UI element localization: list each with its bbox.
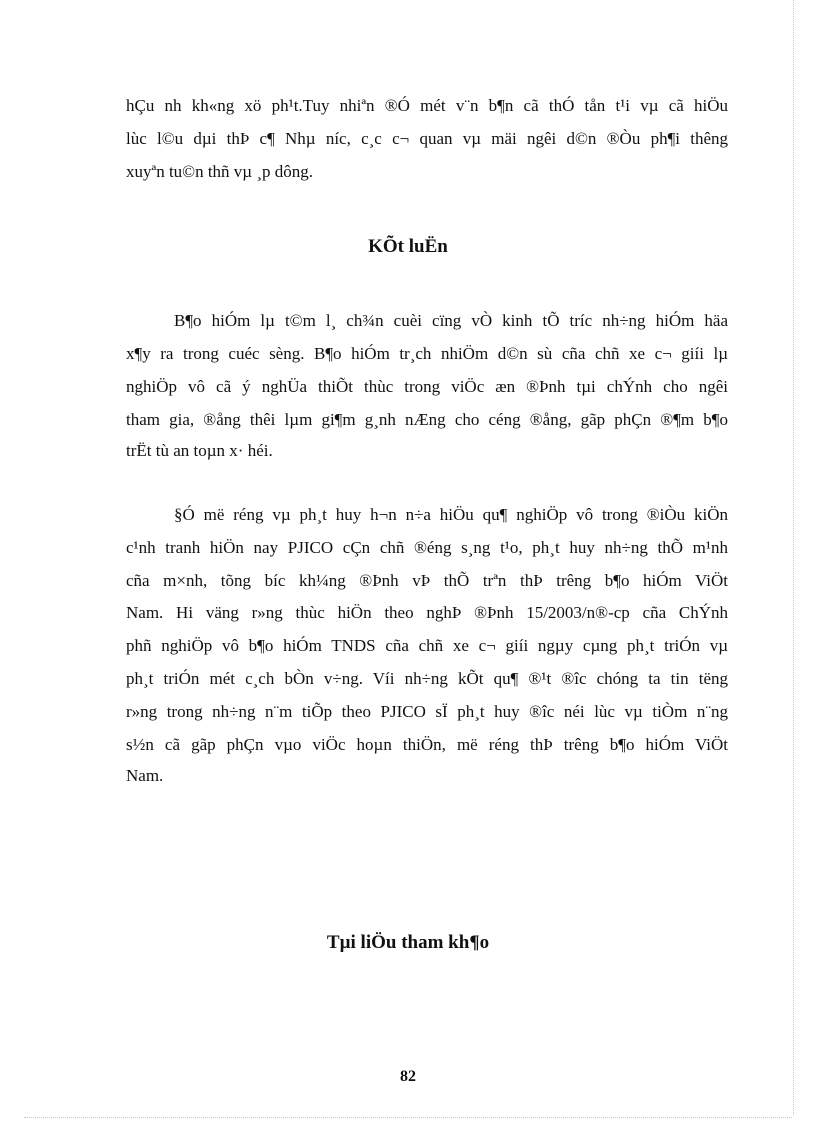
text-line: trËt tù an toµn x· héi. [126, 441, 273, 460]
section-heading-references: Tµi liÖu tham kh¶o [326, 932, 490, 953]
page-right-border [793, 0, 794, 1115]
text-line: cña m×nh, tõng bíc kh¼ng ®Þnh vÞ thÕ trªn thÞ trêng b¶o hiÓm ViÖt [126, 571, 728, 590]
text-line: nghiÖp vô cã ý nghÜa thiÕt thùc trong viÖc æn ®Þnh tµi chÝnh cho ngêi [126, 377, 728, 396]
text-line: Nam. [126, 766, 164, 785]
page-number: 82 [400, 1068, 416, 1085]
text-line: hÇu nh kh«ng xö ph¹t.Tuy nhiªn ®Ó mét v¨n b¶n cã thÓ tån t¹i vµ cã hiÖu [126, 96, 728, 115]
text-line: xuyªn tu©n thñ vµ ¸p dông. [126, 162, 314, 181]
text-line: lùc l©u dµi thÞ c¶ Nhµ níc, c¸c c¬ quan vµ mäi ngêi d©n ®Òu ph¶i thêng [126, 129, 728, 148]
text-line: ph¸t triÓn mét c¸ch bÒn v÷ng. Víi nh÷ng kÕt qu¶ ®¹t ®îc chóng ta tin tëng [126, 669, 728, 688]
text-line: §Ó më réng vµ ph¸t huy h¬n n÷a hiÖu qu¶ nghiÖp vô trong ®iÒu kiÖn [174, 505, 728, 524]
section-heading-conclusion: KÕt luËn [368, 236, 448, 257]
text-line: Nam. Hi väng r»ng thùc hiÖn theo nghÞ ®Þnh 15/2003/n®-cp cña ChÝnh [126, 603, 728, 622]
text-line: c¹nh tranh hiÖn nay PJICO cÇn chñ ®éng s¸ng t¹o, ph¸t huy nh÷ng thÕ m¹nh [126, 538, 728, 557]
text-line: r»ng trong nh÷ng n¨m tiÕp theo PJICO sÏ ph¸t huy ®îc néi lùc vµ tiÒm n¨ng [126, 702, 728, 721]
text-line: x¶y ra trong cuéc sèng. B¶o hiÓm tr¸ch nhiÖm d©n sù cña chñ xe c¬ giíi lµ [126, 344, 728, 363]
text-line: s½n cã gãp phÇn vµo viÖc hoµn thiÖn, më réng thÞ trêng b¶o hiÓm ViÖt [126, 735, 728, 754]
text-line: B¶o hiÓm lµ t©m l¸ ch¾n cuèi cïng vÒ kinh tÕ tríc nh÷ng hiÓm häa [174, 311, 728, 330]
page-bottom-border [24, 1117, 792, 1118]
text-line: phñ nghiÖp vô b¶o hiÓm TNDS cña chñ xe c¬ giíi ngµy cµng ph¸t triÓn vµ [126, 636, 728, 655]
text-line: tham gia, ®ång thêi lµm gi¶m g¸nh nÆng cho céng ®ång, gãp phÇn ®¶m b¶o [126, 410, 728, 429]
